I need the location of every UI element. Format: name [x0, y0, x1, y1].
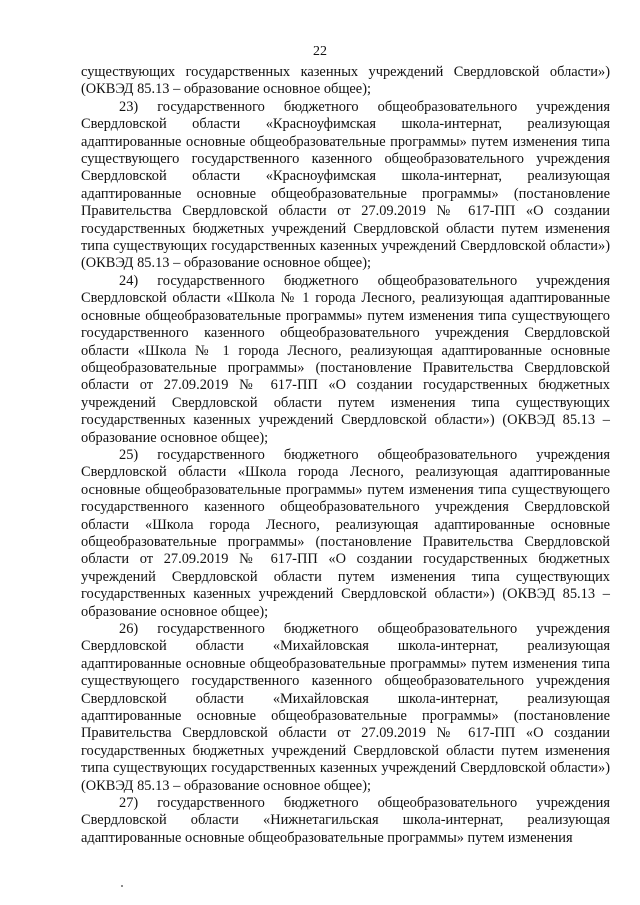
document-body [81, 64, 610, 847]
paragraph-continuation: существующих государственных казенных учреждений Свердловской области») (ОКВЭД 85.13 – образование основное общее); [81, 64, 610, 98]
page-number: 22 [313, 44, 327, 59]
paragraph-item-26: 26) государственного бюджетного общеобразовательного учреждения Свердловской области «Михайловская школа-интернат, реализующая адаптированные основные общеобразовательные программы» путем изменения типа существующего государственного казенного общеобразовательного учреждения Свердловской области «Михайловская школа-интернат, реализующая адаптированные основные общеобразовательные программы» (постановление Правительства Свердловской области от 27.09.2019 № 617-ПП «О создании государственных бюджетных учреждений Свердловской области путем изменения типа существующих государственных казенных учреждений Свердловской области») (ОКВЭД 85.13 – образование основное общее); [81, 621, 610, 794]
paragraph-item-23: 23) государственного бюджетного общеобразовательного учреждения Свердловской области «Красноуфимская школа-интернат, реализующая адаптированные основные общеобразовательные программы» путем изменения типа существующего государственного казенного общеобразовательного учреждения Свердловской области «Красноуфимская школа-интернат, реализующая адаптированные основные общеобразовательные программы» (постановление Правительства Свердловской области от 27.09.2019 № 617-ПП «О создании государственных бюджетных учреждений Свердловской области путем изменения типа существующих государственных казенных учреждений Свердловской области») (ОКВЭД 85.13 – образование основное общее); [81, 98, 610, 272]
footer-dot-mark [121, 885, 123, 887]
paragraph-item-24: 24) государственного бюджетного общеобразовательного учреждения Свердловской области «Школа № 1 города Лесного, реализующая адаптированные основные общеобразовательные программы» путем изменения типа существующего государственного казенного общеобразовательного учреждения Свердловской области «Школа № 1 города Лесного, реализующая адаптированные основные общеобразовательные программы» (постановление Правительства Свердловской области от 27.09.2019 № 617-ПП «О создании государственных бюджетных учреждений Свердловской области путем изменения типа существующих государственных казенных учреждений Свердловской области») (ОКВЭД 85.13 – образование основное общее); [81, 272, 610, 446]
paragraph-item-25: 25) государственного бюджетного общеобразовательного учреждения Свердловской области «Школа города Лесного, реализующая адаптированные основные общеобразовательные программы» путем изменения типа существующего государственного казенного общеобразовательного учреждения Свердловской области «Школа города Лесного, реализующая адаптированные основные общеобразовательные программы» (постановление Правительства Свердловской области от 27.09.2019 № 617-ПП «О создании государственных бюджетных учреждений Свердловской области путем изменения типа существующих государственных казенных учреждений Свердловской области») (ОКВЭД 85.13 – образование основное общее); [81, 446, 610, 620]
paragraph-item-27: 27) государственного бюджетного общеобразовательного учреждения Свердловской области «Нижнетагильская школа-интернат, реализующая адаптированные основные общеобразовательные программы» путем изменения [81, 795, 610, 846]
